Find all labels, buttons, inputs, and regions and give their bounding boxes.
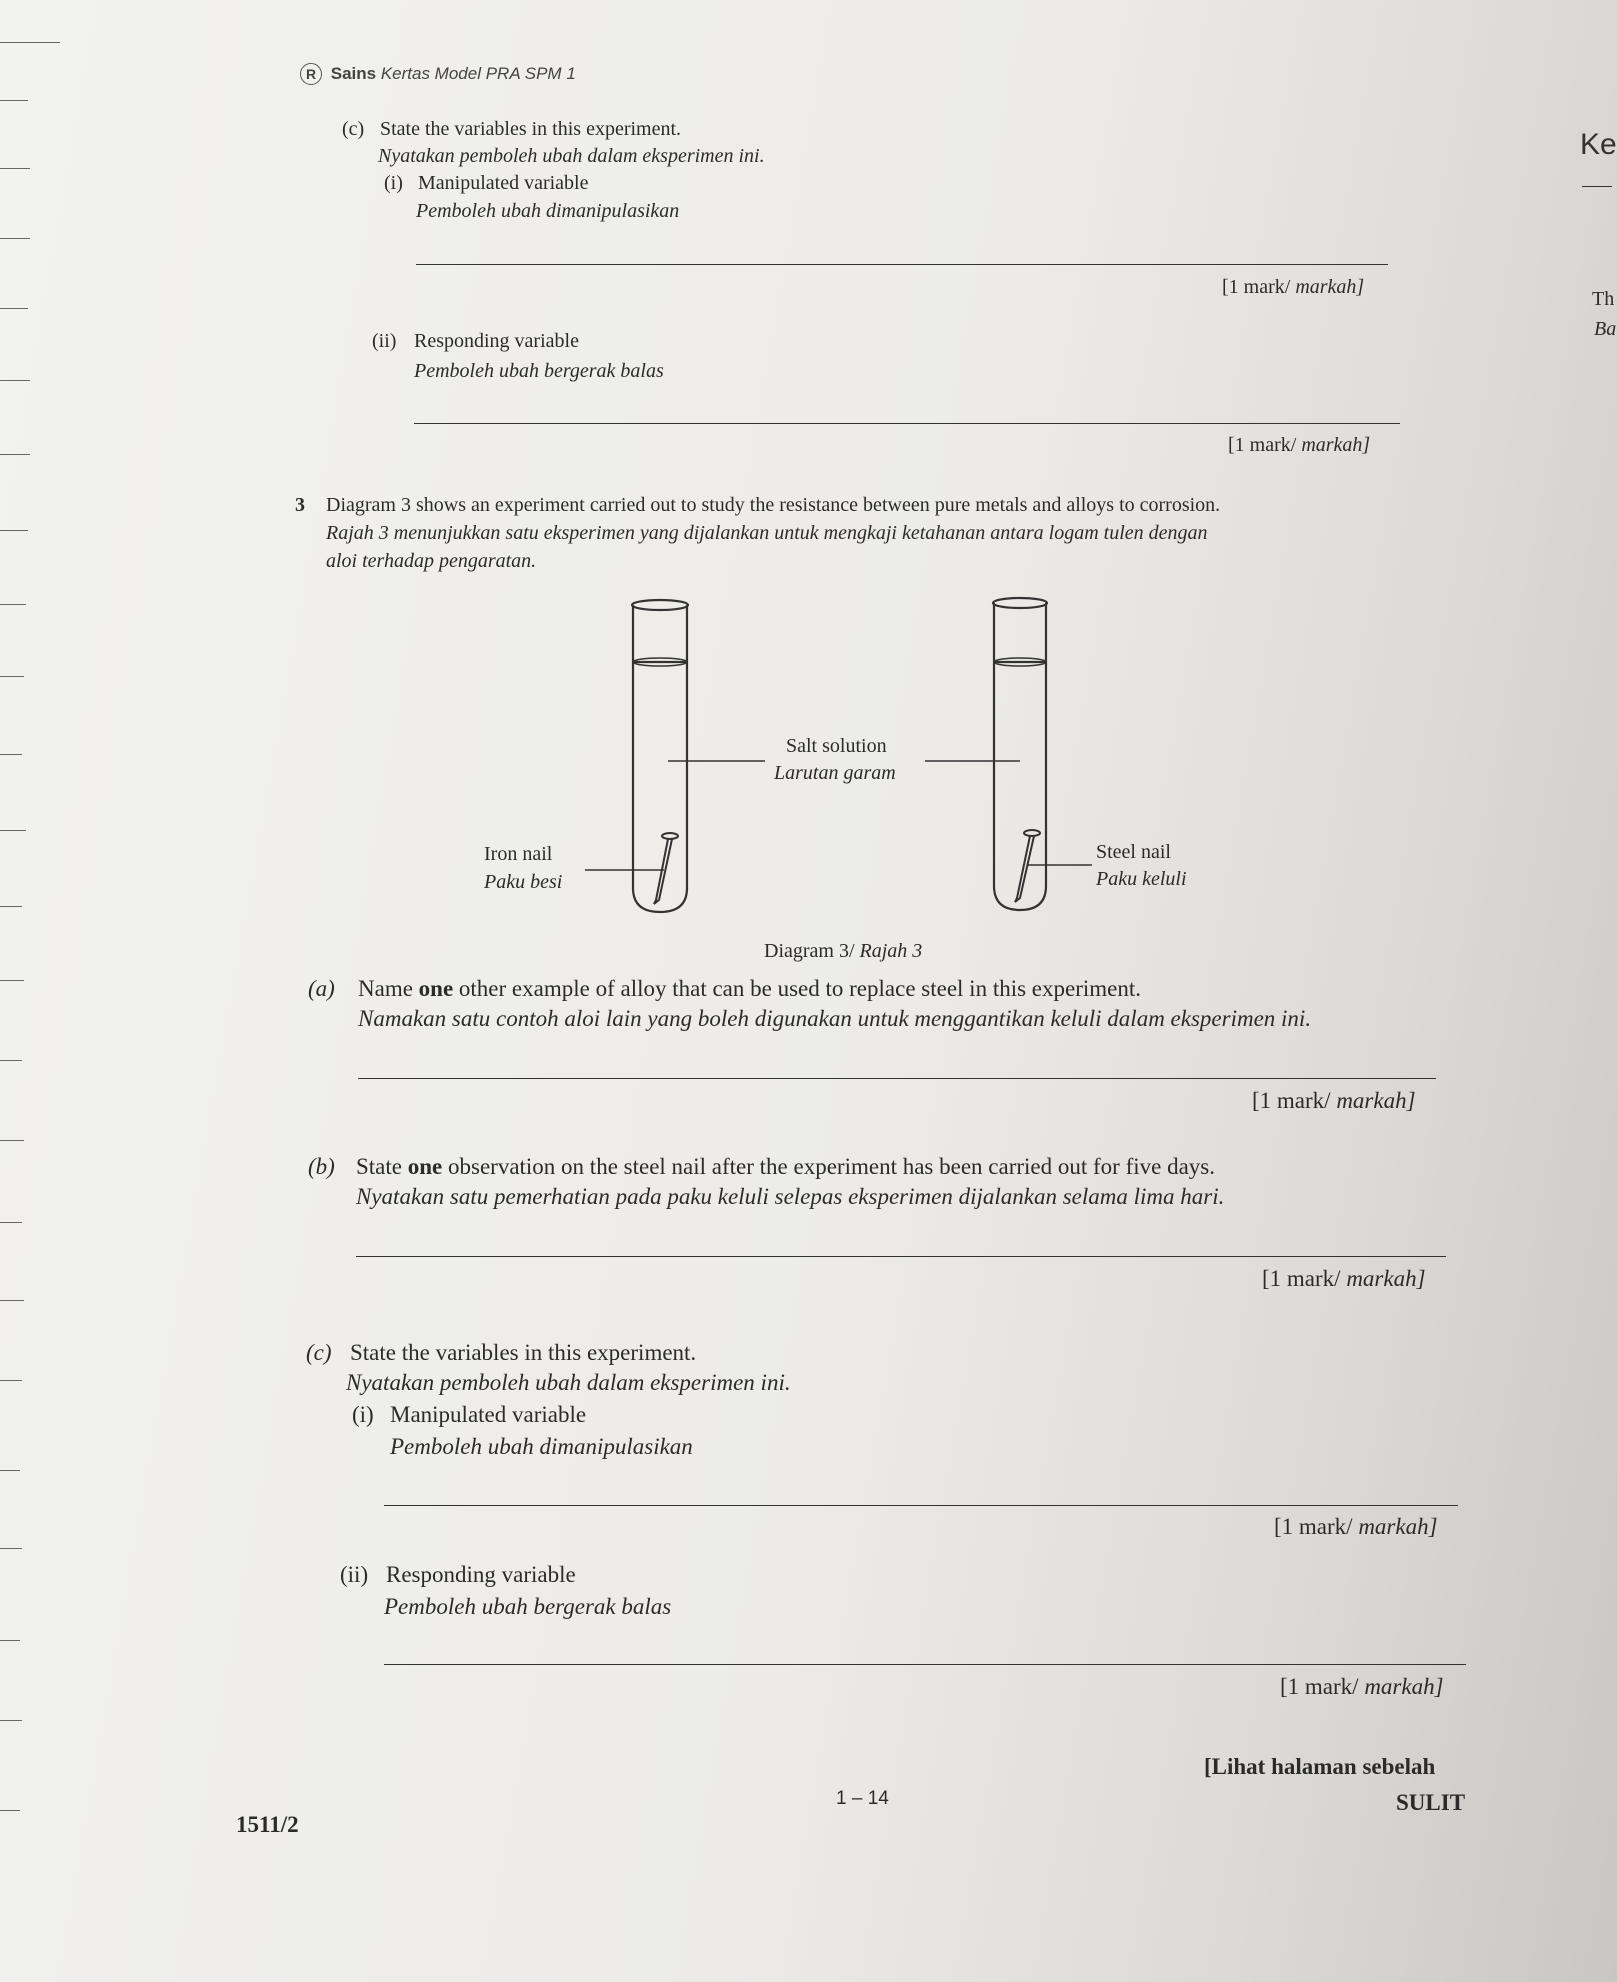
header-subject: Sains (330, 64, 377, 83)
header-title: Kertas Model PRA SPM 1 (380, 64, 576, 83)
edge-text-t: Th (1592, 288, 1615, 310)
next-page-note: [Lihat halaman sebelah (1204, 1754, 1436, 1779)
sulit-label: SULIT (1396, 1790, 1466, 1815)
top-ii-answer-line[interactable] (414, 423, 1400, 424)
edge-text-k: Ke (1580, 128, 1617, 161)
q3-intro-ms-2: aloi terhadap pengaratan. (326, 550, 537, 572)
label-iron-nail: Iron nail (484, 843, 553, 865)
q3c-ii-text-ms: Pemboleh ubah bergerak balas (384, 1594, 672, 1619)
q3b-question: State one observation on the steel nail after the experiment has been carried out for five days. (356, 1154, 1216, 1179)
top-i-text: Manipulated variable (418, 172, 589, 194)
q3c-ii-text: Responding variable (386, 1562, 576, 1587)
top-c-question: State the variables in this experiment. (380, 118, 682, 140)
q3c-question-ms: Nyatakan pemboleh ubah dalam eksperimen ini. (346, 1370, 791, 1395)
top-ii-label: (ii) (372, 330, 397, 352)
q3b-label: (b) (308, 1154, 335, 1179)
q3a-question-ms: Namakan satu contoh aloi lain yang boleh digunakan untuk menggantikan keluli dalam eksperimen ini. (358, 1006, 1312, 1031)
top-ii-mark: [1 mark/ markah] (1228, 434, 1371, 456)
q3b-question-ms: Nyatakan satu pemerhatian pada paku keluli selepas eksperimen dijalankan selama lima hari. (356, 1184, 1225, 1209)
q3a-answer-line[interactable] (358, 1078, 1436, 1079)
steel-nail (1015, 830, 1040, 902)
q3c-i-text: Manipulated variable (390, 1402, 587, 1427)
test-tube-right (993, 598, 1047, 910)
label-paku-keluli: Paku keluli (1096, 868, 1187, 890)
page-number: 1 – 14 (836, 1788, 889, 1809)
q3c-ii-answer-line[interactable] (384, 1664, 1466, 1665)
q3c-i-text-ms: Pemboleh ubah dimanipulasikan (390, 1434, 693, 1459)
label-salt-solution: Salt solution (786, 735, 887, 757)
q3-intro-ms-1: Rajah 3 menunjukkan satu eksperimen yang dijalankan untuk mengkaji ketahanan antara logam tulen dengan (326, 522, 1208, 544)
q3a-question: Name one other example of alloy that can be used to replace steel in this experiment. (358, 976, 1142, 1001)
label-paku-besi: Paku besi (484, 871, 563, 893)
diagram-caption: Diagram 3/ Rajah 3 (764, 940, 923, 962)
top-i-label: (i) (384, 172, 403, 194)
paper-code: 1511/2 (236, 1812, 299, 1837)
top-i-answer-line[interactable] (416, 264, 1388, 265)
q3b-answer-line[interactable] (356, 1256, 1446, 1257)
q3c-label: (c) (306, 1340, 332, 1365)
label-larutan-garam: Larutan garam (774, 762, 896, 784)
top-ii-text: Responding variable (414, 330, 579, 352)
top-i-mark: [1 mark/ markah] (1222, 276, 1365, 298)
q3c-ii-label: (ii) (340, 1562, 369, 1587)
q3a-label: (a) (308, 976, 335, 1001)
q3a-mark: [1 mark/ markah] (1252, 1088, 1416, 1113)
question-number: 3 (295, 494, 305, 516)
label-steel-nail: Steel nail (1096, 841, 1171, 863)
top-ii-text-ms: Pemboleh ubah bergerak balas (414, 360, 664, 382)
q3b-mark: [1 mark/ markah] (1262, 1266, 1426, 1291)
edge-text-b: Ba (1594, 318, 1617, 340)
q3-intro: Diagram 3 shows an experiment carried out to study the resistance between pure metals and alloys to corrosion. (326, 494, 1221, 516)
q3c-ii-mark: [1 mark/ markah] (1280, 1674, 1444, 1699)
q3c-question: State the variables in this experiment. (350, 1340, 697, 1365)
edge-line (1582, 186, 1612, 187)
top-c-question-ms: Nyatakan pemboleh ubah dalam eksperimen ini. (378, 145, 765, 167)
iron-nail (654, 833, 678, 904)
page-header (300, 63, 576, 85)
test-tube-left (632, 600, 688, 912)
q3c-i-answer-line[interactable] (384, 1505, 1458, 1506)
top-i-text-ms: Pemboleh ubah dimanipulasikan (416, 200, 680, 222)
q3c-i-mark: [1 mark/ markah] (1274, 1514, 1438, 1539)
q3c-i-label: (i) (352, 1402, 374, 1427)
top-c-label: (c) (342, 118, 365, 140)
publisher-logo: R (300, 63, 322, 85)
